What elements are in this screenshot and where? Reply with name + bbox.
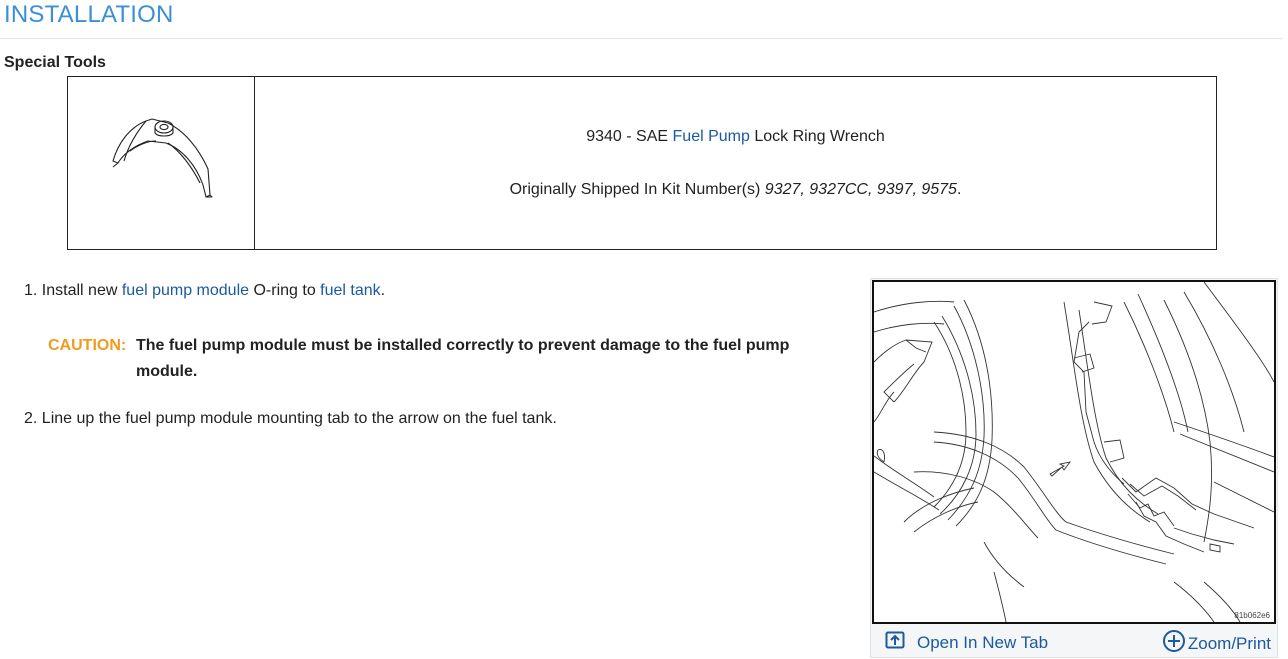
figure-code: 81b062e6 [1234, 611, 1270, 620]
fuel-tank-link[interactable]: fuel tank [320, 282, 381, 299]
step-number: 1. [24, 282, 38, 299]
special-tools-heading: Special Tools [4, 54, 106, 71]
step-1 [24, 282, 385, 300]
lock-ring-wrench-illustration [108, 111, 218, 203]
tool-name [255, 128, 1216, 146]
fuel-tank-line-drawing [874, 282, 1274, 622]
kit-numbers: 9327, 9327CC, 9397, 9575 [764, 181, 957, 198]
kit-label: Originally Shipped In Kit Number(s) [509, 181, 765, 198]
step-text: Install new [41, 282, 122, 299]
illustration-actions [871, 625, 1277, 657]
step-2 [24, 410, 557, 428]
open-in-new-tab-icon [885, 631, 905, 654]
fuel-tank-illustration[interactable] [872, 280, 1276, 624]
fuel-pump-link[interactable]: Fuel Pump [672, 128, 750, 145]
zoom-print-button[interactable] [1162, 629, 1271, 658]
step-text: . [380, 282, 386, 299]
tool-kit-numbers [255, 181, 1216, 199]
illustration-panel [870, 278, 1278, 658]
open-in-new-tab-button[interactable] [885, 631, 1048, 654]
page-title: INSTALLATION [4, 1, 174, 28]
step-text: O-ring to [249, 282, 321, 299]
special-tools-table [67, 76, 1217, 250]
caution-label: CAUTION: [48, 337, 127, 354]
tool-description-cell [255, 77, 1216, 249]
open-in-new-tab-label: Open In New Tab [917, 632, 1049, 652]
caution-text: The fuel pump module must be installed correctly to prevent damage to the fuel pump module. [136, 337, 790, 380]
tool-image-cell [68, 77, 255, 249]
zoom-print-label: Zoom/Print [1187, 633, 1271, 653]
kit-period: . [956, 181, 962, 198]
fuel-pump-module-link[interactable]: fuel pump module [121, 282, 250, 299]
tool-number: 9340 - SAE [586, 128, 673, 145]
zoom-plus-icon [1162, 629, 1186, 658]
title-divider [0, 38, 1282, 39]
step-number: 2. [24, 410, 38, 427]
step-text: Line up the fuel pump module mounting tab to the arrow on the fuel tank. [41, 410, 557, 427]
tool-name-suffix: Lock Ring Wrench [749, 128, 885, 145]
